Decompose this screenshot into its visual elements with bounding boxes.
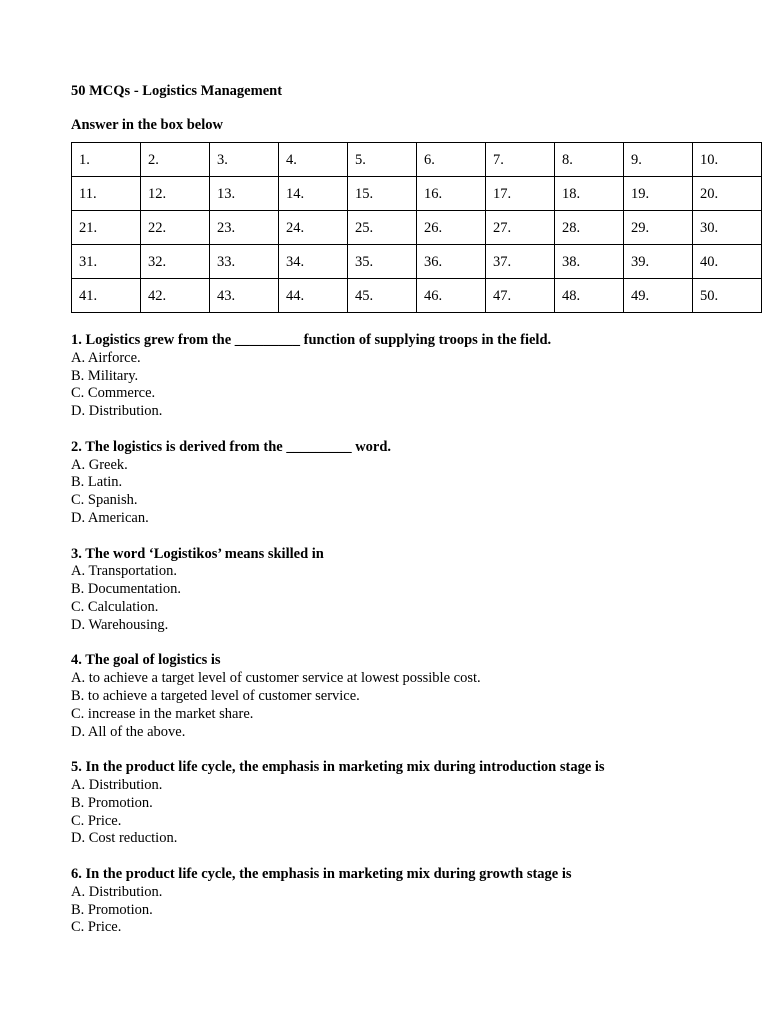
answer-cell[interactable]: 41. [72, 279, 141, 313]
answer-cell[interactable]: 23. [210, 211, 279, 245]
answer-cell[interactable]: 37. [486, 245, 555, 279]
answer-grid-row [72, 245, 762, 279]
answer-option: C. Spanish. [71, 492, 138, 509]
answer-cell[interactable]: 1. [72, 143, 141, 177]
answer-option: B. to achieve a targeted level of customer service. [71, 687, 360, 704]
document-title: 50 MCQs - Logistics Management [71, 83, 283, 99]
answer-cell[interactable]: 50. [693, 279, 762, 313]
answer-option: A. Distribution. [71, 883, 163, 900]
answer-option: A. Transportation. [71, 563, 177, 580]
answer-option: A. to achieve a target level of customer service at lowest possible cost. [71, 670, 481, 687]
answer-cell[interactable]: 34. [279, 245, 348, 279]
answer-cell[interactable]: 24. [279, 211, 348, 245]
answer-option: B. Latin. [71, 474, 123, 491]
answer-cell[interactable]: 9. [624, 143, 693, 177]
question-text: 6. In the product life cycle, the emphasis in marketing mix during growth stage is [71, 865, 572, 882]
answer-cell[interactable]: 3. [210, 143, 279, 177]
answer-cell[interactable]: 31. [72, 245, 141, 279]
question-block [71, 866, 711, 937]
answer-cell[interactable]: 46. [417, 279, 486, 313]
answer-grid [71, 142, 762, 313]
answer-option: B. Documentation. [71, 581, 181, 598]
answer-cell[interactable]: 49. [624, 279, 693, 313]
answer-cell[interactable]: 47. [486, 279, 555, 313]
answer-cell[interactable]: 8. [555, 143, 624, 177]
answer-option: D. Cost reduction. [71, 830, 178, 847]
answer-option: B. Military. [71, 367, 139, 384]
answer-box-label: Answer in the box below [71, 117, 223, 133]
answer-option: A. Distribution. [71, 776, 163, 793]
answer-cell[interactable]: 45. [348, 279, 417, 313]
question-block [71, 546, 711, 635]
answer-option: C. Price. [71, 919, 122, 936]
answer-grid-row [72, 143, 762, 177]
answer-grid-row [72, 177, 762, 211]
question-text: 4. The goal of logistics is [71, 652, 221, 669]
answer-cell[interactable]: 25. [348, 211, 417, 245]
question-block [71, 759, 711, 848]
question-block [71, 332, 711, 421]
answer-option: A. Airforce. [71, 349, 141, 366]
answer-grid-body [72, 143, 762, 313]
answer-cell[interactable]: 29. [624, 211, 693, 245]
answer-cell[interactable]: 12. [141, 177, 210, 211]
answer-grid-row [72, 211, 762, 245]
answer-cell[interactable]: 16. [417, 177, 486, 211]
answer-cell[interactable]: 32. [141, 245, 210, 279]
answer-cell[interactable]: 36. [417, 245, 486, 279]
answer-cell[interactable]: 21. [72, 211, 141, 245]
answer-cell[interactable]: 38. [555, 245, 624, 279]
answer-cell[interactable]: 43. [210, 279, 279, 313]
answer-cell[interactable]: 19. [624, 177, 693, 211]
answer-grid-row [72, 279, 762, 313]
answer-cell[interactable]: 11. [72, 177, 141, 211]
answer-option: C. Commerce. [71, 385, 156, 402]
answer-cell[interactable]: 13. [210, 177, 279, 211]
answer-cell[interactable]: 6. [417, 143, 486, 177]
answer-cell[interactable]: 40. [693, 245, 762, 279]
answer-cell[interactable]: 35. [348, 245, 417, 279]
question-block [71, 439, 711, 528]
answer-cell[interactable]: 27. [486, 211, 555, 245]
answer-cell[interactable]: 42. [141, 279, 210, 313]
answer-option: C. increase in the market share. [71, 705, 254, 722]
answer-option: C. Calculation. [71, 598, 159, 615]
answer-cell[interactable]: 4. [279, 143, 348, 177]
answer-cell[interactable]: 20. [693, 177, 762, 211]
answer-option: D. Distribution. [71, 403, 163, 420]
answer-option: D. Warehousing. [71, 616, 169, 633]
answer-cell[interactable]: 33. [210, 245, 279, 279]
answer-cell[interactable]: 14. [279, 177, 348, 211]
answer-cell[interactable]: 26. [417, 211, 486, 245]
answer-option: C. Price. [71, 812, 122, 829]
answer-cell[interactable]: 48. [555, 279, 624, 313]
answer-option: B. Promotion. [71, 901, 153, 918]
answer-cell[interactable]: 28. [555, 211, 624, 245]
answer-cell[interactable]: 2. [141, 143, 210, 177]
answer-cell[interactable]: 10. [693, 143, 762, 177]
answer-option: A. Greek. [71, 456, 128, 473]
answer-option: D. All of the above. [71, 723, 186, 740]
answer-cell[interactable]: 30. [693, 211, 762, 245]
answer-cell[interactable]: 39. [624, 245, 693, 279]
answer-cell[interactable]: 17. [486, 177, 555, 211]
answer-option: D. American. [71, 509, 149, 526]
question-text: 5. In the product life cycle, the emphasis in marketing mix during introduction stage is [71, 759, 605, 776]
answer-cell[interactable]: 44. [279, 279, 348, 313]
question-text: 2. The logistics is derived from the _________ word. [71, 438, 392, 455]
question-text: 3. The word ‘Logistikos’ means skilled in [71, 545, 324, 562]
answer-cell[interactable]: 7. [486, 143, 555, 177]
answer-cell[interactable]: 22. [141, 211, 210, 245]
answer-cell[interactable]: 18. [555, 177, 624, 211]
answer-cell[interactable]: 5. [348, 143, 417, 177]
question-block [71, 652, 711, 741]
answer-option: B. Promotion. [71, 794, 153, 811]
question-list [71, 332, 711, 955]
question-text: 1. Logistics grew from the _________ function of supplying troops in the field. [71, 332, 552, 348]
answer-cell[interactable]: 15. [348, 177, 417, 211]
